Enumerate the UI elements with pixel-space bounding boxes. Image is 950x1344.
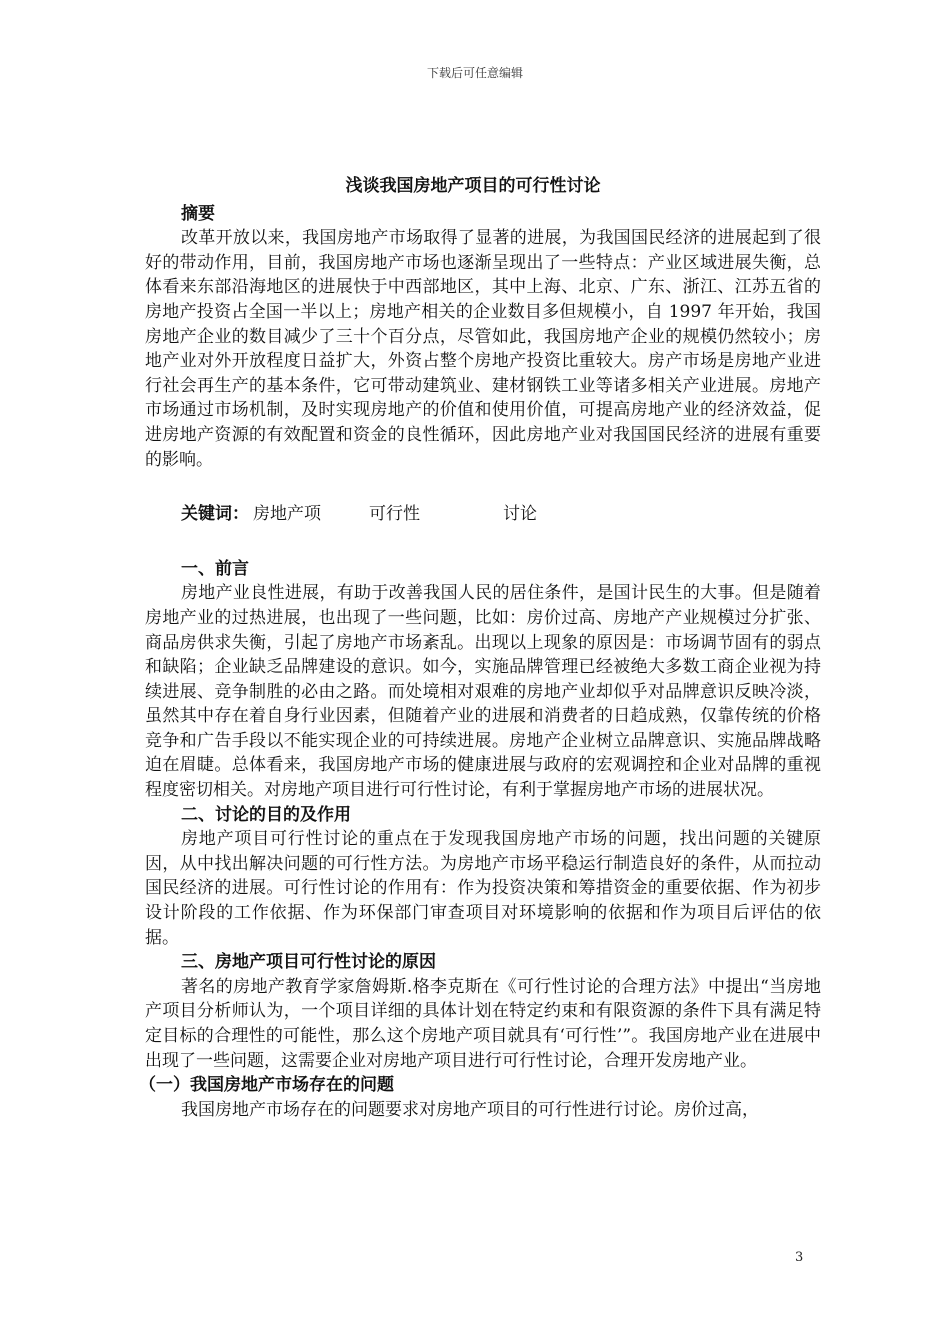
keyword-item: 讨论: [503, 504, 537, 525]
document-body: [139, 174, 821, 1122]
keywords-label: 关键词：: [181, 504, 249, 525]
page-header: 下载后可任意编辑: [426, 66, 523, 80]
section-heading-problems: （一）我国房地产市场存在的问题: [139, 1075, 394, 1096]
abstract-heading: 摘要: [181, 203, 215, 224]
keyword-item: 房地产项: [253, 504, 321, 525]
keyword-item: 可行性: [369, 504, 420, 525]
page-number: 3: [795, 1250, 804, 1265]
keywords-line: [145, 502, 821, 527]
section-text-preface: 房地产业良性进展，有助于改善我国人民的居住条件，是国计民生的大事。但是随着房地产业的过热进展，也出现了一些问题，比如：房价过高、房地产产业规模过分扩张、商品房供求失衡，引起了房地产市场紊乱。出现以上现象的原因是：市场调节固有的弱点和缺陷；企业缺乏品牌建设的意识。如今，实施品牌管理已经被绝大多数工商企业视为持续进展、竞争制胜的必由之路。而处境相对艰难的房地产业却似乎对品牌意识反映冷淡，虽然其中存在着自身行业因素，但随着产业的进展和消费者的日趋成熟，仅靠传统的价格竞争和广告手段以不能实现企业的可持续进展。房地产企业树立品牌意识、实施品牌战略迫在眉睫。总体看来，我国房地产市场的健康进展与政府的宏观调控和企业对品牌的重视程度密切相关。对房地产项目进行可行性讨论，有利于掌握房地产市场的进展状况。: [145, 583, 821, 801]
section-text-purpose: 房地产项目可行性讨论的重点在于发现我国房地产市场的问题，找出问题的关键原因，从中找出解决问题的可行性方法。为房地产市场平稳运行制造良好的条件，从而拉动国民经济的进展。可行性讨论的作用有：作为投资决策和筹措资金的重要依据、作为初步设计阶段的工作依据、作为环保部门审查项目对环境影响的依据和作为项目后评估的依据。: [145, 829, 821, 948]
document-title: 浅谈我国房地产项目的可行性讨论: [345, 176, 601, 196]
section-heading-preface: 一、前言: [181, 558, 249, 579]
section-text-problems: 我国房地产市场存在的问题要求对房地产项目的可行性进行讨论。房价过高，: [181, 1099, 759, 1120]
section-text-reasons: 著名的房地产教育学家詹姆斯.格李克斯在《可行性讨论的合理方法》中提出“当房地产项目分析师认为，一个项目详细的具体计划在特定约束和有限资源的条件下具有满足特定目标的合理性的可能性，那么这个房地产项目就具有‘可行性’”。我国房地产业在进展中出现了一些问题，这需要企业对房地产项目进行可行性讨论，合理开发房地产业。: [145, 976, 821, 1071]
section-heading-purpose: 二、讨论的目的及作用: [181, 804, 351, 825]
abstract-text: 改革开放以来，我国房地产市场取得了显著的进展，为我国国民经济的进展起到了很好的带动作用，目前，我国房地产市场也逐渐呈现出了一些特点：产业区域进展失衡，总体看来东部沿海地区的进展快于中西部地区，其中上海、北京、广东、浙江、江苏五省的房地产投资占全国一半以上；房地产相关的企业数目多但规模小，自 1997 年开始，我国房地产企业的数目减少了三十个百分点，尽管如此，我国房地产企业的规模仍然较小；房地产业对外开放程度日益扩大，外资占整个房地产投资比重较大。房产市场是房地产业进行社会再生产的基本条件，它可带动建筑业、建材钢铁工业等诸多相关产业进展。房地产市场通过市场机制，及时实现房地产的价值和使用价值，可提高房地产业的经济效益，促进房地产资源的有效配置和资金的良性循环，因此房地产业对我国国民经济的进展有重要的影响。: [145, 228, 821, 470]
section-heading-reasons: 三、房地产项目可行性讨论的原因: [181, 952, 436, 973]
